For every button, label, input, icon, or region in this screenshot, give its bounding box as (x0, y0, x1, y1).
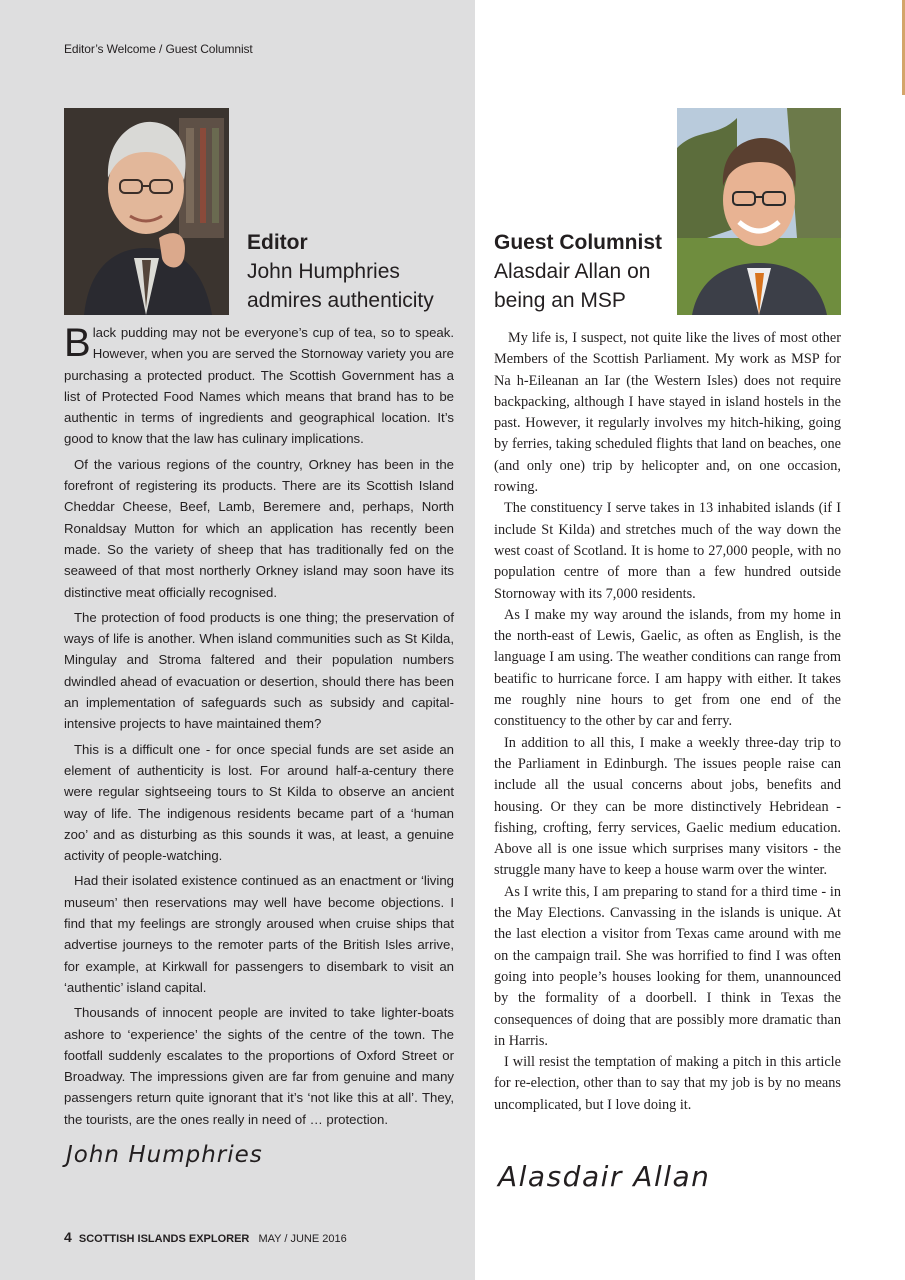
magazine-name: SCOTTISH ISLANDS EXPLORER (78, 1233, 250, 1245)
guest-paragraph: The constituency I serve takes in 13 inhabited islands (if I include St Kilda) and stretches much of the way down the west coast of Scotland. It is home to 27,000 people, with no population centre of more than a few hundred outside Stornoway with its 7,000 residents. (494, 500, 841, 602)
dropcap-letter: B (64, 321, 91, 365)
guest-portrait-image (677, 108, 841, 315)
guest-photo (677, 108, 841, 315)
guest-paragraph: In addition to all this, I make a weekly three-day trip to the Parliament in Edinburgh. The issues people raise can include all the usual concerns about jobs, benefits and housing. Or they can be more distinctively Hebridean - fishing, crofting, ferry services, Gaelic medium education. Above all is one issue which surprises many visitors - the struggle many have to keep a house warm over the winter. (494, 734, 841, 879)
editor-photo (64, 108, 229, 315)
editor-paragraph-text: lack pudding may not be everyone’s cup of tea, so to speak. However, when you are served the Stornoway variety you are purchasing a protected product. The Scottish Government has a list of Protected Food Names which means that brand has to be authentic in terms of ingredients and geographical location. It’s good to know that the law has culinary implications. (64, 325, 454, 447)
editor-paragraph: The protection of food products is one thing; the preservation of ways of life is another. When island communities such as St Kilda, Mingulay and Stroma faltered and their population numbers dwindled ahead of evacuation or desertion, should there has been an implementation of safeguards such as subsidy and capital-intensive projects to have maintained them? (64, 609, 454, 732)
editor-paragraph (64, 322, 454, 450)
guest-heading-topic: being an MSP (494, 289, 626, 312)
editor-heading-role: Editor (247, 231, 308, 254)
guest-paragraph: I will resist the temptation of making a pitch in this article for re-election, other than to say that my job is by no means uncomplicated, but I love doing it. (494, 1054, 841, 1113)
editor-paragraph: Had their isolated existence continued as an enactment or ‘living museum’ then reservations may well have become objections. I find that my feelings are strongly aroused when cruise ships that advertise journeys to the remoter parts of the British Isles arrive, for example, at Kirkwall for passengers to disembark to visit an ‘authentic’ island capital. (64, 873, 454, 995)
editor-heading-name: John Humphries (247, 260, 400, 283)
editor-paragraph: Thousands of innocent people are invited to take lighter-boats ashore to ‘experience’ the sights of the centre of the town. The footfall suddenly escalates to the proportions of Oxford Street or Broadway. The impressions given are far from genuine and many passengers return quite ignorant that it’s ‘not like this at all’. They, the tourists, are the ones really in need of … protection. (64, 1005, 454, 1127)
guest-heading-name: Alasdair Allan on (494, 260, 651, 283)
guest-heading-role: Guest Columnist (494, 231, 663, 254)
guest-paragraph: As I write this, I am preparing to stand for a third time - in the May Elections. Canvassing in the islands is unique. At the last election a visitor from Texas came around with me on the campaign trail. She was horrified to find I was often going into people’s houses looking for them, unannounced by the formality of a doorbell. I think in Texas the consequences of doing that are possibly more dramatic than in Harris. (494, 883, 841, 1049)
guest-article-body (494, 328, 841, 1116)
page-number: 4 (64, 1229, 72, 1245)
guest-heading (494, 228, 669, 315)
editor-paragraph: Of the various regions of the country, Orkney has been in the forefront of registering its products. There are its Scottish Island Cheddar Cheese, Beef, Lamb, Beremere and, perhaps, North Ronaldsay Mutton for which an application has recently been made. So the variety of sheep that has traditionally fed on the seaweed of that most northerly Orkney island may soon have its distinctive meat officially recognised. (64, 456, 454, 600)
editor-heading-topic: admires authenticity (247, 289, 434, 312)
editor-heading (247, 228, 467, 315)
editor-article-body (64, 322, 454, 1134)
guest-paragraph: My life is, I suspect, not quite like the lives of most other Members of the Scottish Parliament. My work as MSP for Na h-Eileanan an Iar (the Western Isles) does not require backpacking, although I have stayed in island hostels in the past. However, it regularly involves my hitch-hiking, going by ferries, taking scheduled flights that land on beaches, one (and only one) trip by helicopter and, on one occasion, rowing. (494, 330, 841, 496)
page-footer (64, 1229, 347, 1245)
issue-date: MAY / JUNE 2016 (258, 1233, 347, 1245)
section-label: Editor’s Welcome / Guest Columnist (64, 42, 253, 56)
editor-signature: John Humphries (66, 1142, 263, 1168)
guest-paragraph: As I make my way around the islands, from my home in the north-east of Lewis, Gaelic, as often as English, is the language I am using. The weather conditions can range from beatific to hurricane force. I am happy with either. It takes me roughly nine hours to get from one end of the constituency to the other by car and ferry. (494, 606, 841, 730)
editor-paragraph: This is a difficult one - for once special funds are set aside an element of authenticity is lost. For around half-a-century there were regular sightseeing tours to St Kilda to observe an ancient way of life. The indigenous residents became part of a ‘human zoo’ and as disturbing as this sounds it was, at least, a genuine activity of people-watching. (64, 741, 454, 864)
editor-portrait-image (64, 108, 229, 315)
guest-signature: Alasdair Allan (498, 1160, 711, 1193)
